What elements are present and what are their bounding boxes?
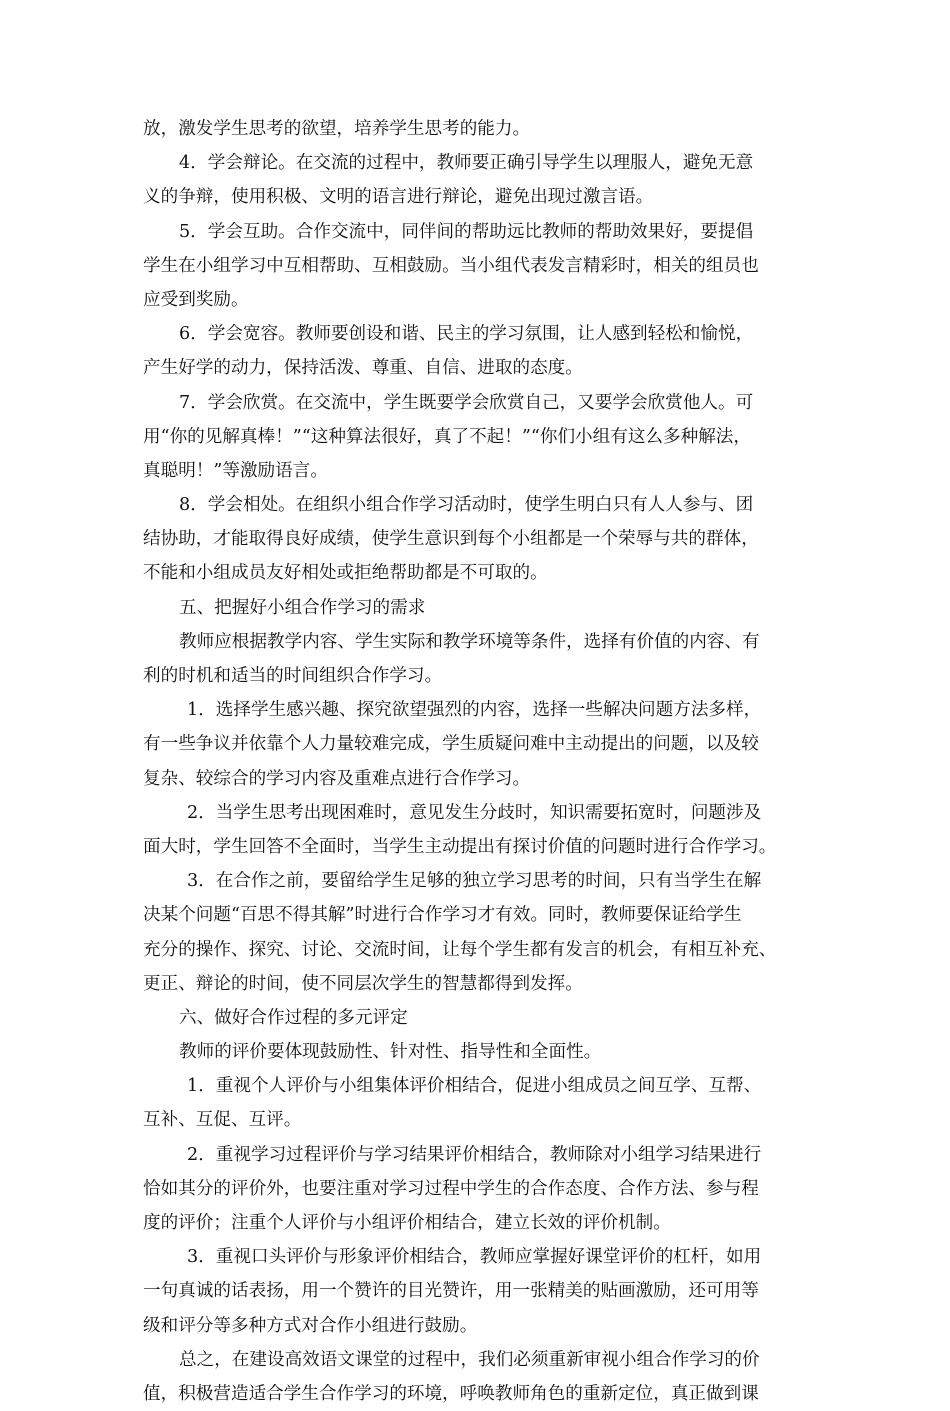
- text-line: 学生在小组学习中互相帮助、互相鼓励。当小组代表发言精彩时，相关的组员也: [143, 255, 759, 276]
- text-line: 恰如其分的评价外，也要注重对学习过程中学生的合作态度、合作方法、参与程: [143, 1178, 759, 1199]
- body-text: [143, 112, 811, 1411]
- text-line: 3．在合作之前，要留给学生足够的独立学习思考的时间，只有当学生在解: [187, 871, 762, 892]
- text-line: 8．学会相处。在组织小组合作学习活动时，使学生明白只有人人参与、团: [179, 495, 754, 516]
- text-line: 教师应根据教学内容、学生实际和教学环境等条件，选择有价值的内容、有: [179, 631, 760, 652]
- text-line: 五、把握好小组合作学习的需求: [179, 597, 426, 618]
- text-line: 更正、辩论的时间，使不同层次学生的智慧都得到发挥。: [143, 973, 583, 994]
- text-line: 一句真诚的话表扬，用一个赞许的目光赞许，用一张精美的贴画激励，还可用等: [143, 1281, 759, 1302]
- text-line: 互补、互促、互评。: [143, 1110, 302, 1131]
- text-line: 产生好学的动力，保持活泼、尊重、自信、进取的态度。: [143, 358, 583, 379]
- text-line: 有一些争议并依靠个人力量较难完成，学生质疑问难中主动提出的问题，以及较: [143, 734, 759, 755]
- text-line: 决某个问题“百思不得其解”时进行合作学习才有效。同时，教师要保证给学生: [143, 905, 742, 926]
- text-line: 真聪明！”等激励语言。: [143, 460, 328, 481]
- text-line: 用“你的见解真棒！”“这种算法很好，真了不起！”“你们小组有这么多种解法，: [143, 426, 751, 447]
- text-line: 利的时机和适当的时间组织合作学习。: [143, 666, 443, 686]
- text-line: 放，激发学生思考的欲望，培养学生思考的能力。: [143, 119, 531, 139]
- text-line: 结协助，才能取得良好成绩，使学生意识到每个小组都是一个荣辱与共的群体，: [143, 529, 759, 550]
- text-line: 不能和小组成员友好相处或拒绝帮助都是不可取的。: [143, 563, 548, 584]
- text-line: 4．学会辩论。在交流的过程中，教师要正确引导学生以理服人，避免无意: [179, 153, 754, 174]
- text-line: 应受到奖励。: [143, 289, 249, 310]
- text-line: 2．当学生思考出现困难时，意见发生分歧时，知识需要拓宽时，问题涉及: [187, 802, 762, 823]
- text-line: 义的争辩，使用积极、文明的语言进行辩论，避免出现过激言语。: [143, 187, 654, 208]
- text-line: 面大时，学生回答不全面时，当学生主动提出有探讨价值的问题时进行合作学习。: [143, 836, 777, 857]
- text-line: 六、做好合作过程的多元评定: [179, 1007, 408, 1028]
- text-line: 3．重视口头评价与形象评价相结合，教师应掌握好课堂评价的杠杆，如用: [187, 1247, 762, 1268]
- text-line: 1．选择学生感兴趣、探究欲望强烈的内容，选择一些解决问题方法多样，: [187, 700, 762, 721]
- text-line: 值，积极营造适合学生合作学习的环境，呼唤教师角色的重新定位，真正做到课: [143, 1383, 759, 1404]
- text-line: 级和评分等多种方式对合作小组进行鼓励。: [143, 1315, 478, 1336]
- text-line: 充分的操作、探究、讨论、交流时间，让每个学生都有发言的机会，有相互补充、: [143, 939, 777, 960]
- text-line: 5．学会互助。合作交流中，同伴间的帮助远比教师的帮助效果好，要提倡: [179, 221, 754, 242]
- text-line: 1．重视个人评价与小组集体评价相结合，促进小组成员之间互学、互帮、: [187, 1076, 762, 1097]
- text-line: 教师的评价要体现鼓励性、针对性、指导性和全面性。: [179, 1042, 602, 1063]
- text-line: 复杂、较综合的学习内容及重难点进行合作学习。: [143, 768, 531, 789]
- text-line: 7．学会欣赏。在交流中，学生既要学会欣赏自己，又要学会欣赏他人。可: [179, 392, 754, 413]
- text-line: 2．重视学习过程评价与学习结果评价相结合，教师除对小组学习结果进行: [187, 1144, 762, 1165]
- text-line: 度的评价；注重个人评价与小组评价相结合，建立长效的评价机制。: [143, 1213, 671, 1233]
- text-line: 总之，在建设高效语文课堂的过程中，我们必须重新审视小组合作学习的价: [179, 1349, 760, 1370]
- text-line: 6．学会宽容。教师要创设和谐、民主的学习氛围，让人感到轻松和愉悦，: [179, 324, 754, 345]
